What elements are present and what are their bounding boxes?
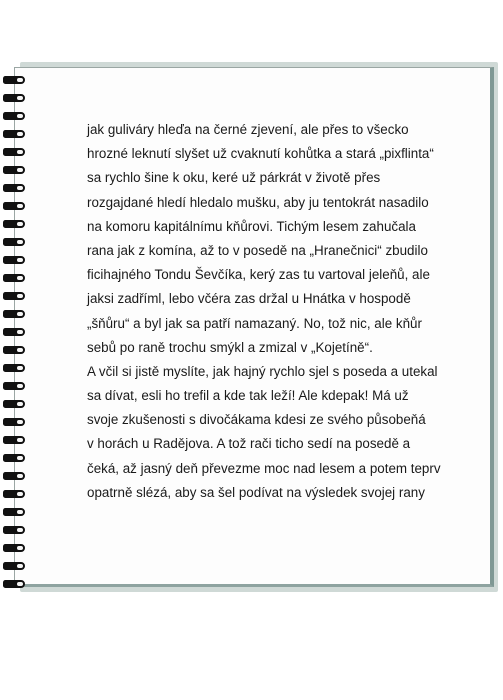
text-line: „šňůru“ a byl jak sa patří namazaný. No, tož nic, ale kňůr xyxy=(87,315,422,331)
text-line: hrozné leknutí slyšet už cvaknutí kohůtka a stará „pixflinta“ xyxy=(87,146,434,162)
binding-coil xyxy=(3,184,25,192)
binding-coil xyxy=(3,220,25,228)
text-line: rozgajdané hledí hledalo mušku, aby ju tentokrát nasadilo xyxy=(87,194,429,210)
binding-coil xyxy=(3,310,25,318)
binding-coil xyxy=(3,418,25,426)
binding-coil xyxy=(3,454,25,462)
binding-coil xyxy=(3,112,25,120)
text-line: rana jak z komína, až to v posedě na „Hranečnici“ zbudilo xyxy=(87,242,428,258)
binding-coil xyxy=(3,292,25,300)
binding-coil xyxy=(3,580,25,588)
binding-coil xyxy=(3,400,25,408)
text-line: sebů po raně trochu smýkl a zmizal v „Kojetíně“. xyxy=(87,339,373,355)
binding-coil xyxy=(3,562,25,570)
binding-coil xyxy=(3,256,25,264)
binding-coil xyxy=(3,436,25,444)
spiral-binding xyxy=(0,70,28,590)
binding-coil xyxy=(3,508,25,516)
text-line: jak guliváry hleďa na černé zjevení, ale přes to všecko xyxy=(87,122,409,137)
binding-coil xyxy=(3,166,25,174)
binding-coil xyxy=(3,274,25,282)
text-line: čeká, až jasný deň převezme moc nad lesem a potem teprv xyxy=(87,460,441,476)
text-line: svoje zkušenosti s divočákama kdesi ze svého působeňá xyxy=(87,412,426,428)
text-line: ficihajného Tondu Ševčíka, kerý zas tu vartoval jeleňů, ale xyxy=(87,267,430,283)
text-line: na komoru kapitálnímu kňůrovi. Tichým lesem zahučala xyxy=(87,218,416,234)
binding-coil xyxy=(3,472,25,480)
binding-coil xyxy=(3,238,25,246)
binding-coil xyxy=(3,130,25,138)
story-text xyxy=(87,118,477,505)
binding-coil xyxy=(3,544,25,552)
binding-coil xyxy=(3,94,25,102)
binding-coil xyxy=(3,364,25,372)
text-line: v horách u Radějova. A tož rači ticho sedí na posedě a xyxy=(87,436,411,452)
binding-coil xyxy=(3,526,25,534)
text-line: sa dívat, esli ho trefil a kde tak leží! Ale kdepak! Má už xyxy=(87,388,409,404)
text-line: A včil si jistě myslíte, jak hajný rychlo sjel s poseda a utekal xyxy=(87,363,438,379)
binding-coil xyxy=(3,346,25,354)
binding-coil xyxy=(3,490,25,498)
binding-coil xyxy=(3,328,25,336)
binding-coil xyxy=(3,76,25,84)
text-line: opatrně slézá, aby sa šel podívat na výsledek svojej rany xyxy=(87,484,425,500)
text-line: jaksi zadříml, lebo včéra zas držal u Hnátka v hospodě xyxy=(87,291,411,307)
text-line: sa rychlo šine k oku, keré už párkrát v životě přes xyxy=(87,170,381,186)
binding-coil xyxy=(3,382,25,390)
binding-coil xyxy=(3,202,25,210)
binding-coil xyxy=(3,148,25,156)
